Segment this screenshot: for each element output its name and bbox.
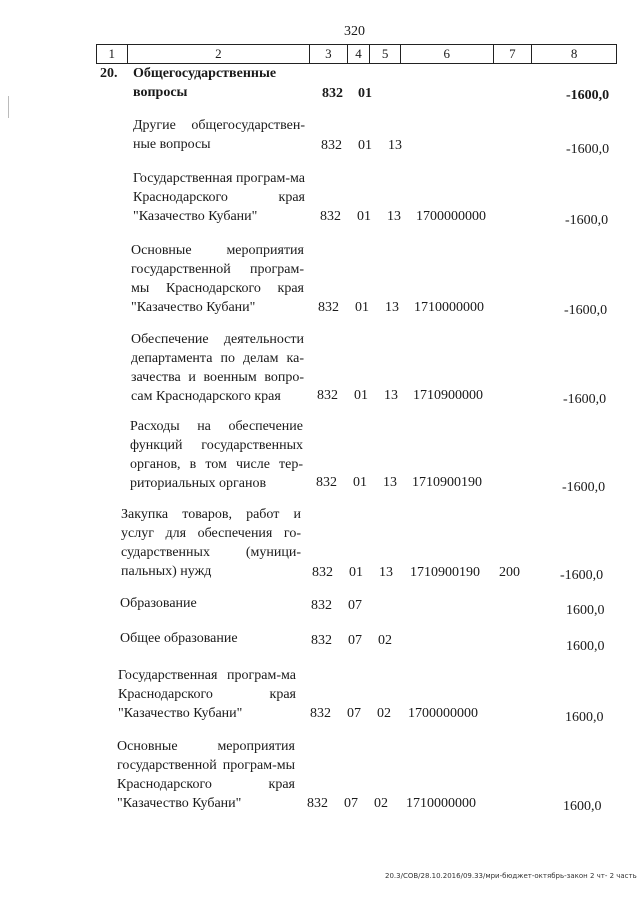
- cell-sum: -1600,0: [564, 303, 608, 318]
- cell-rz: 07: [348, 598, 362, 613]
- row-name: Общее образование: [120, 631, 238, 646]
- row-name: Основные мероприятия государственной програм-мы Краснодарского края "Казачество Кубани": [117, 739, 295, 811]
- row-name: Расходы на обеспечение функций государственных органов, в том числе тер-риториальных органов: [130, 419, 303, 491]
- cell-pr: 13: [379, 565, 393, 580]
- cell-rz: 07: [344, 796, 358, 811]
- cell-sum: 1600,0: [566, 639, 605, 654]
- cell-vr: 200: [499, 565, 520, 580]
- cell-ved: 832: [311, 598, 332, 613]
- cell-csr: 1710000000: [414, 300, 484, 315]
- cell-csr: 1710900190: [410, 565, 480, 580]
- cell-pr: 13: [387, 209, 401, 224]
- cell-rz: 01: [349, 565, 363, 580]
- cell-rz: 01: [355, 300, 369, 315]
- cell-sum: -1600,0: [565, 213, 609, 228]
- row-name: Обеспечение деятельности департамента по делам ка-зачества и военным вопро-сам Краснодарского края: [131, 332, 304, 404]
- cell-ved: 832: [310, 706, 331, 721]
- cell-sum: 1600,0: [566, 603, 605, 618]
- cell-pr: 13: [388, 138, 402, 153]
- cell-pr: 13: [384, 388, 398, 403]
- cell-ved: 832: [322, 86, 343, 101]
- header-col-2: 2: [128, 45, 311, 63]
- scan-mark: [8, 96, 9, 118]
- cell-rz: 07: [348, 633, 362, 648]
- cell-rz: 01: [358, 138, 372, 153]
- cell-rz: 01: [354, 388, 368, 403]
- cell-csr: 1710000000: [406, 796, 476, 811]
- cell-pr: 02: [374, 796, 388, 811]
- header-col-7: 7: [494, 45, 532, 63]
- cell-rz: 07: [347, 706, 361, 721]
- row-name: Закупка товаров, работ и услуг для обеспечения го-сударственных (муници-пальных) нужд: [121, 507, 301, 579]
- header-col-4: 4: [348, 45, 371, 63]
- cell-csr: 1700000000: [408, 706, 478, 721]
- cell-ved: 832: [320, 209, 341, 224]
- row-name: Основные мероприятия государственной програм-мы Краснодарского края "Казачество Кубани": [131, 243, 304, 315]
- cell-csr: 1710900190: [412, 475, 482, 490]
- header-col-8: 8: [532, 45, 617, 63]
- header-col-3: 3: [310, 45, 348, 63]
- row-name: Образование: [120, 596, 197, 611]
- cell-ved: 832: [312, 565, 333, 580]
- cell-ved: 832: [317, 388, 338, 403]
- footer-file-stamp: 20.3/СОВ/28.10.2016/09.33/мри-бюджет-октябрь-закон 2 чт- 2 часть: [385, 872, 637, 880]
- cell-csr: 1700000000: [416, 209, 486, 224]
- cell-sum: -1600,0: [566, 142, 610, 157]
- cell-pr: 02: [377, 706, 391, 721]
- header-col-1: 1: [97, 45, 128, 63]
- cell-ved: 832: [321, 138, 342, 153]
- cell-sum: -1600,0: [563, 392, 607, 407]
- cell-ved: 832: [307, 796, 328, 811]
- cell-sum: 1600,0: [565, 710, 604, 725]
- header-col-5: 5: [370, 45, 401, 63]
- table-header: [96, 44, 617, 64]
- row-name: Государственная програм-ма Краснодарского края "Казачество Кубани": [118, 668, 296, 721]
- cell-pr: 02: [378, 633, 392, 648]
- row-number: 20.: [100, 66, 118, 81]
- cell-sum: 1600,0: [563, 799, 602, 814]
- cell-sum: -1600,0: [560, 568, 604, 583]
- row-name: Общегосударственные вопросы: [133, 66, 277, 100]
- cell-ved: 832: [316, 475, 337, 490]
- page-number: 320: [344, 24, 365, 39]
- header-col-6: 6: [401, 45, 494, 63]
- cell-csr: 1710900000: [413, 388, 483, 403]
- cell-rz: 01: [357, 209, 371, 224]
- cell-ved: 832: [318, 300, 339, 315]
- cell-pr: 13: [383, 475, 397, 490]
- cell-sum: -1600,0: [566, 88, 610, 103]
- cell-pr: 13: [385, 300, 399, 315]
- row-name: Другие общегосударствен-ные вопросы: [133, 118, 305, 152]
- row-name: Государственная програм-ма Краснодарского края "Казачество Кубани": [133, 171, 305, 224]
- cell-sum: -1600,0: [562, 480, 606, 495]
- cell-ved: 832: [311, 633, 332, 648]
- cell-rz: 01: [353, 475, 367, 490]
- cell-rz: 01: [358, 86, 372, 101]
